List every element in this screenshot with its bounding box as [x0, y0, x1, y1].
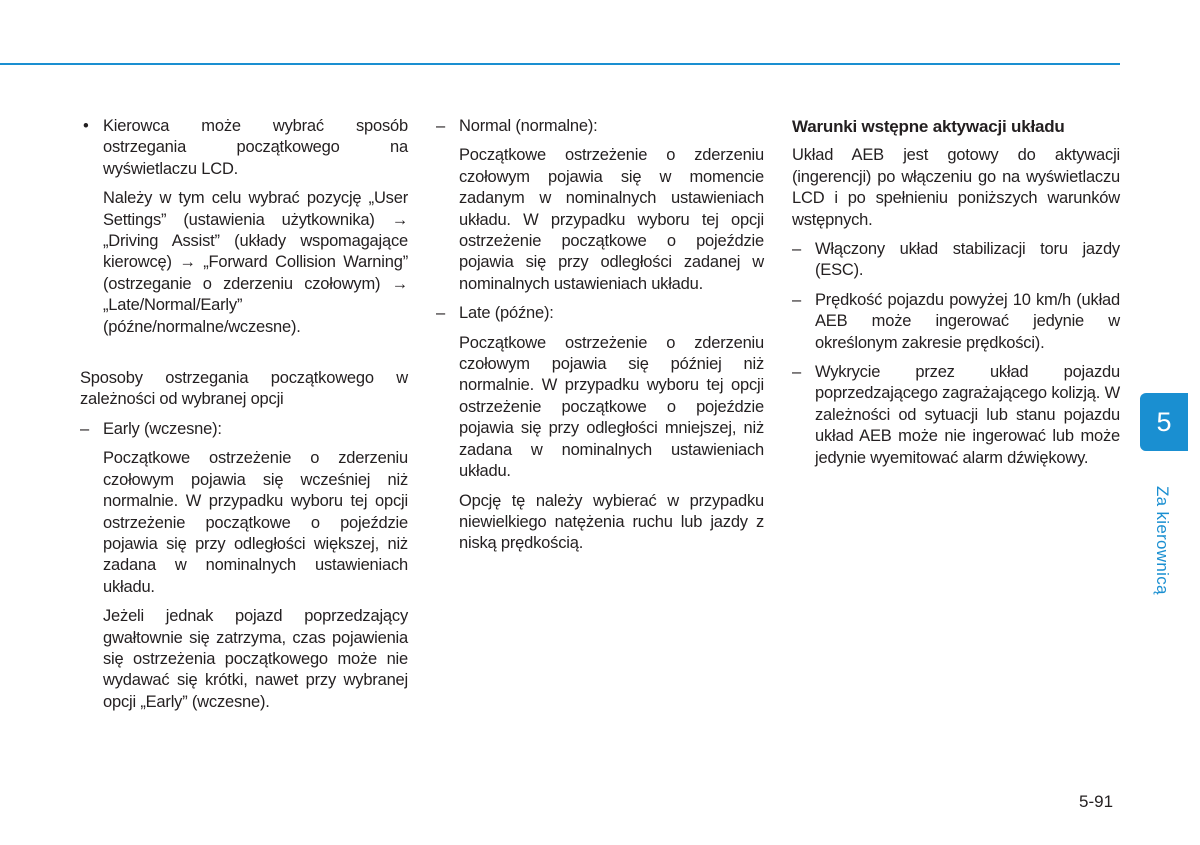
option-late: [436, 303, 764, 554]
bullet-text: Kierowca może wybrać sposób ostrzegania początkowego na wyświetlaczu LCD.: [103, 117, 408, 178]
option-early-note: Jeżeli jednak pojazd poprzedzający gwałtownie się zatrzyma, czas pojawienia się ostrzeżenia początkowego może nie wydawać się krótki, nawet przy wybranej opcji „Early” (wczesne).: [103, 607, 408, 711]
intro-paragraph: Sposoby ostrzegania początkowego w zależności od wybranej opcji: [80, 369, 408, 409]
condition-item: [792, 290, 1120, 354]
chapter-tab-number: 5: [1140, 393, 1188, 451]
option-early-text: Początkowe ostrzeżenie o zderzeniu czołowym pojawia się wcześniej niż normalnie. W przypadku wyboru tej opcji ostrzeżenie początkowe o pojeździe pojawia się przy odległości większej, niż zadana w nominalnych ustawieniach układu.: [103, 449, 408, 596]
header-rule: [0, 63, 1120, 65]
dash-mark: –: [436, 117, 445, 135]
dash-mark: –: [792, 363, 801, 382]
option-normal-label: Normal (normalne):: [459, 117, 598, 135]
option-normal-text: Początkowe ostrzeżenie o zderzeniu czołowym pojawia się w momencie zadanym w nominalnych ustawieniach układu. W przypadku wyboru tej opcji ostrzeżenie początkowe o pojeździe pojawia się przy odległości zadanej w nominalnych ustawieniach układu.: [459, 146, 764, 293]
section-paragraph: Układ AEB jest gotowy do aktywacji (ingerencji) po włączeniu go na wyświetlaczu LCD i po spełnieniu poniższych warunków wstępnych.: [792, 146, 1120, 229]
condition-text: Włączony układ stabilizacji toru jazdy (ESC).: [815, 240, 1120, 280]
column-middle: [436, 116, 764, 563]
bullet-item: [80, 116, 408, 338]
option-late-label: Late (późne):: [459, 304, 554, 323]
condition-item: [792, 362, 1120, 469]
dash-mark: –: [792, 290, 801, 309]
dash-mark: –: [80, 419, 89, 438]
column-right: [792, 116, 1120, 477]
dash-mark: –: [436, 304, 445, 323]
option-late-note: Opcję tę należy wybierać w przypadku niewielkiego natężenia ruchu lub jazdy z niską prędkością.: [459, 491, 764, 553]
page-number: 5-91: [1079, 792, 1114, 811]
option-early-label: Early (wczesne):: [103, 419, 222, 438]
option-early: [80, 419, 408, 713]
bullet-mark: •: [83, 117, 89, 135]
column-left: [80, 116, 408, 721]
option-late-text: Początkowe ostrzeżenie o zderzeniu czołowym pojawia się później niż normalnie. W przypadku wyboru tej opcji ostrzeżenie początkowe o pojeździe pojawia się przy odległości mniejszej, niż zadana w nominalnych ustawieniach układu.: [459, 333, 764, 481]
option-normal: [436, 116, 764, 295]
section-heading: Warunki wstępne aktywacji układu: [792, 117, 1065, 136]
bullet-paragraph: Należy w tym celu wybrać pozycję „User Settings” (ustawienia użytkownika) → „Driving Assist” (układy wspomagające kierowcę) → „Forward Collision Warning” (ostrzeganie o zderzeniu czołowym) → „Late/Normal/Early” (późne/normalne/wczesne).: [103, 189, 408, 336]
condition-item: [792, 239, 1120, 282]
condition-text: Prędkość pojazdu powyżej 10 km/h (układ AEB może ingerować jedynie w określonym zakresie prędkości).: [815, 290, 1120, 352]
condition-text: Wykrycie przez układ pojazdu poprzedzającego zagrażającego kolizją. W zależności od sytuacji lub stanu pojazdu układ AEB może nie ingerować lub może jedynie wyemitować alarm dźwiękowy.: [815, 363, 1120, 467]
chapter-tab-label: Za kierownicą: [1153, 486, 1172, 595]
dash-mark: –: [792, 240, 801, 259]
